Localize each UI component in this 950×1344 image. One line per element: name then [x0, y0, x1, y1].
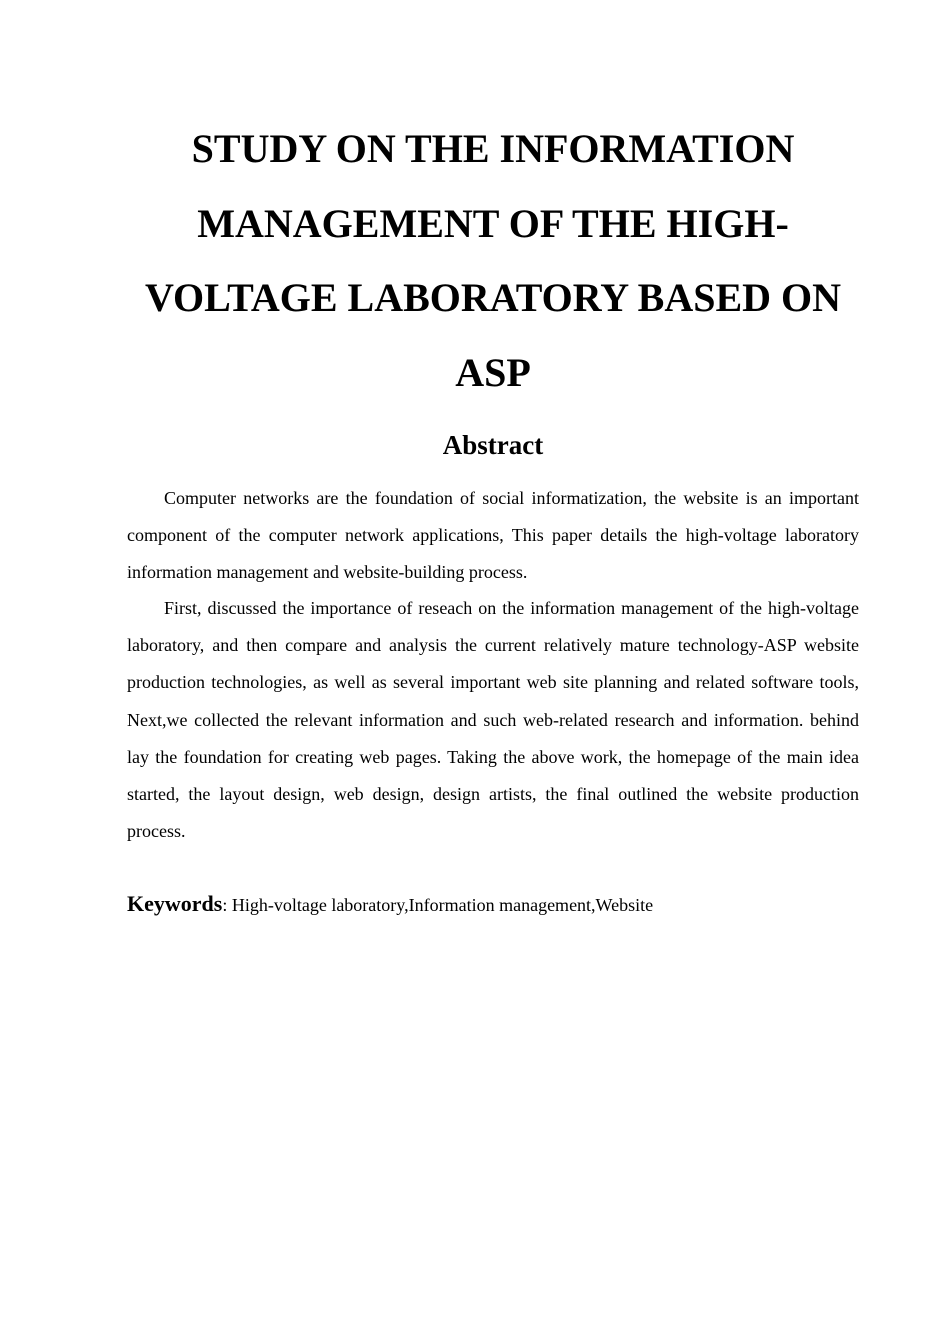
abstract-paragraph-2: First, discussed the importance of reseach on the information management of the high-voltage laboratory, and then compare and analysis the current relatively mature technology-ASP website production technologies, as well as several important web site planning and related software tools, Next,we collected the relevant information and such web-related research and information. behind lay the foundation for creating web pages. Taking the above work, the homepage of the main idea started, the layout design, web design, design artists, the final outlined the website production process.	[127, 598, 859, 842]
keywords-line	[127, 886, 859, 923]
document-title: STUDY ON THE INFORMATION MANAGEMENT OF THE HIGH-VOLTAGE LABORATORY BASED ON ASP	[144, 126, 842, 395]
abstract-paragraph-1: Computer networks are the foundation of social informatization, the website is an important component of the computer network applications, This paper details the high-voltage laboratory information management and website-building process.	[127, 488, 859, 583]
keywords-text: High-voltage laboratory,Information management,Website	[231, 895, 654, 915]
abstract-heading: Abstract	[442, 430, 544, 460]
keywords-separator: :	[222, 895, 232, 915]
keywords-label: Keywords	[127, 891, 223, 916]
